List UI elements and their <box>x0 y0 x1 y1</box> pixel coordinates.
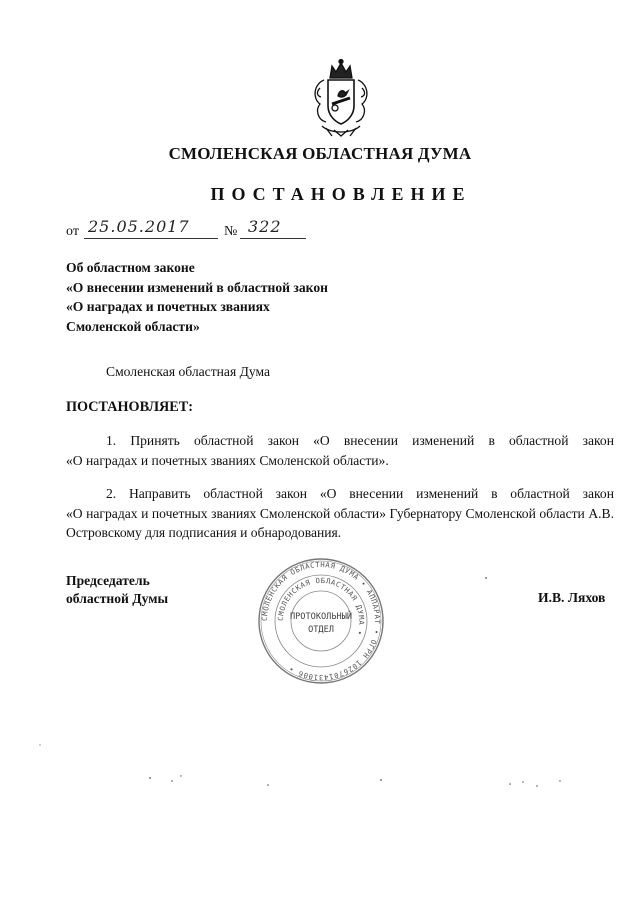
item-first-line: 1. Принять областной закон «О внесении изменений в областной закон <box>106 433 614 448</box>
subject-line: Смоленской области» <box>66 318 200 334</box>
document-type-heading: ПОСТАНОВЛЕНИЕ <box>210 184 472 204</box>
subject-line: «О внесении изменений в областной закон <box>66 279 328 295</box>
stamp-center-line: ПРОТОКОЛЬНЫЙ <box>289 612 353 622</box>
smolensk-coat-of-arms-icon <box>308 58 374 138</box>
organization-title: СМОЛЕНСКАЯ ОБЛАСТНАЯ ДУМА <box>168 144 472 163</box>
date-prefix: от <box>66 224 79 239</box>
signatory-title <box>66 572 168 608</box>
stamp-inner-text: СМОЛЕНСКАЯ ОБЛАСТНАЯ ДУМА • <box>275 575 367 637</box>
number-handwritten: 322 <box>248 217 282 236</box>
date-handwritten: 25.05.2017 <box>88 217 190 236</box>
signatory-title-line: областной Думы <box>66 591 169 606</box>
resolve-heading: ПОСТАНОВЛЯЕТ: <box>66 399 193 415</box>
date-number-line <box>66 217 326 241</box>
official-stamp <box>256 556 386 686</box>
item-continuation: «О наградах и почетных званиях Смоленской области» Губернатору Смоленской области А.В. Островскому для подписания и обнародования. <box>66 505 614 540</box>
date-underline <box>84 238 218 239</box>
item-continuation: «О наградах и почетных званиях Смоленской области». <box>66 452 389 468</box>
signatory-title-line: Председатель <box>66 573 150 588</box>
document-subject <box>66 258 328 336</box>
stamp-outer-text: СМОЛЕНСКАЯ ОБЛАСТНАЯ ДУМА • АППАРАТ • ОГРН 1026701431006 • <box>259 559 383 683</box>
subject-line: «О наградах и почетных званиях <box>66 299 270 314</box>
number-prefix: № <box>224 224 238 239</box>
number-underline <box>240 238 306 239</box>
signatory-name: И.В. Ляхов <box>538 590 606 605</box>
subject-line: Об областном законе <box>66 260 195 275</box>
resolution-item-2 <box>66 484 614 543</box>
item-first-line: 2. Направить областной закон «О внесении изменений в областной закон <box>106 486 614 501</box>
intro-paragraph: Смоленская областная Дума <box>106 364 271 379</box>
stamp-center-line: ОТДЕЛ <box>308 625 334 635</box>
resolution-item-1 <box>66 431 614 470</box>
